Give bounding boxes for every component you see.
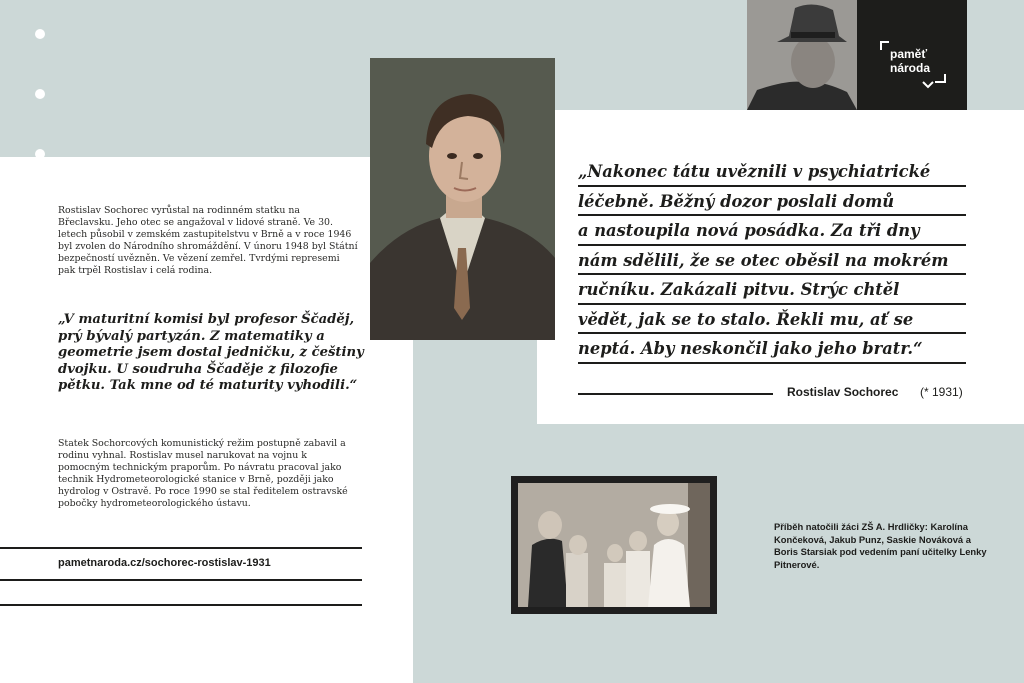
portrait-photo — [370, 58, 555, 340]
family-photo — [518, 483, 710, 607]
divider-bottom — [0, 604, 362, 606]
author-years: (* 1931) — [920, 385, 963, 399]
logo-line-1: paměť — [890, 47, 928, 61]
story-link[interactable]: pametnaroda.cz/sochorec-rostislav-1931 — [58, 557, 271, 569]
family-illustration — [518, 483, 710, 607]
pull-quote-left: „V maturitní komisi byl profesor Ščaděj, prý bývalý partyzán. Z matematiky a geometrie jsem dostal jedničku, z češtiny dvojku. U soudruha Ščaděje z filozofie pětku. Tak mne od té maturity vyhodili.“ — [58, 312, 364, 394]
decor-dot-1 — [35, 29, 45, 39]
quote-line-6: vědět, jak se to stalo. Řekli mu, ať se — [578, 305, 966, 335]
logo-text — [890, 47, 930, 75]
father-illustration — [747, 0, 857, 110]
author-name: Rostislav Sochorec — [787, 385, 899, 399]
decor-dot-2 — [35, 89, 45, 99]
quote-line-4: nám sdělili, že se otec oběsil na mokrém — [578, 246, 966, 276]
portrait-photo-father — [747, 0, 857, 110]
credits-text: Příběh natočili žáci ZŠ A. Hrdličky: Karolína Končeková, Jakub Punz, Saskie Nováková a Boris Starsiak pod vedením paní učitelky Lenky Pitnerové. — [774, 521, 987, 570]
quote-line-1: „Nakonec tátu uvěznili v psychiatrické — [578, 157, 966, 187]
logo-line-2: národa — [890, 61, 931, 75]
divider-top — [0, 547, 362, 549]
divider-middle — [0, 579, 362, 581]
bio-paragraph-2: Statek Sochorcových komunistický režim postupně zabavil a rodinu vyhnal. Rostislav musel narukovat na vojnu k pomocným technickým praporům. Po návratu pracoval jako technik Hydrometeorologické stanice v Brně, později jako hydrolog v Ostravě. Po roce 1990 se stal ředitelem ostravské pobočky hydrometeorologického ústavu. — [58, 438, 348, 509]
quote-line-3: a nastoupila nová posádka. Za tři dny — [578, 216, 966, 246]
quote-line-7: neptá. Aby neskončil jako jeho bratr.“ — [578, 334, 966, 364]
portrait-illustration — [370, 58, 555, 340]
quote-line-2: léčebně. Běžný dozor poslali domů — [578, 187, 966, 217]
quote-line-5: ručníku. Zakázali pitvu. Strýc chtěl — [578, 275, 966, 305]
pamet-naroda-logo[interactable] — [857, 0, 967, 110]
bio-paragraph-1: Rostislav Sochorec vyrůstal na rodinném statku na Břeclavsku. Jeho otec se angažoval v lidové straně. Ve 30. letech působil v zemském zastupitelstvu v Brně a v roce 1946 byl zvolen do Národního shromáždění. V únoru 1948 byl Státní bezpečností uvězněn. Ve vězení zemřel. Tvrdými represemi pak trpěl Rostislav i celá rodina. — [58, 205, 358, 276]
author-rule — [578, 393, 773, 395]
